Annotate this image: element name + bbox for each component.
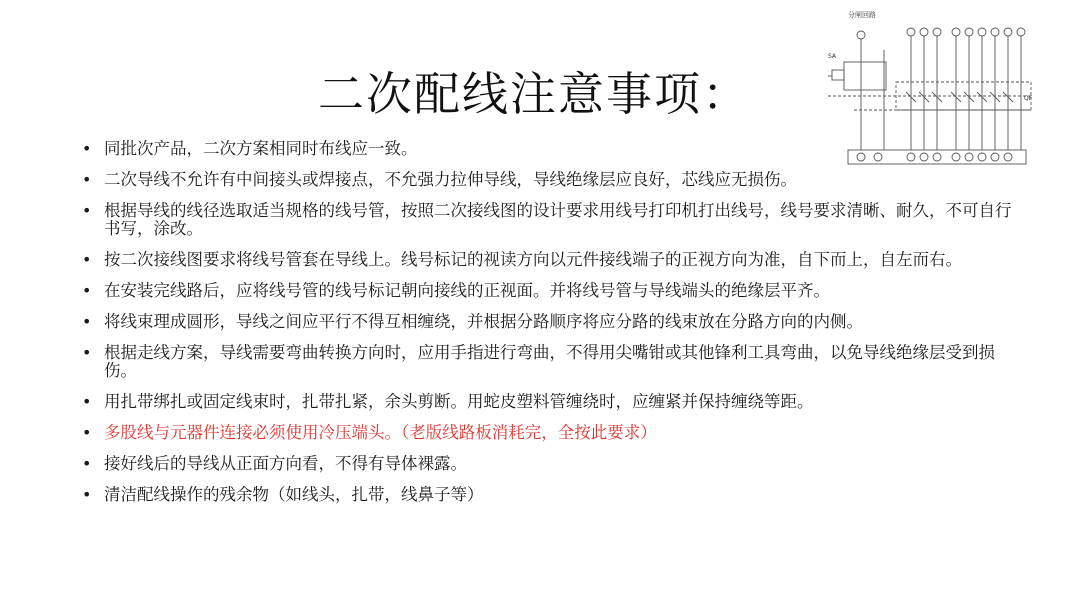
bullet-dot: • <box>82 201 92 220</box>
list-item <box>82 171 1027 189</box>
bullet-dot: • <box>82 454 92 473</box>
list-item <box>82 313 1027 331</box>
bullet-text: 二次导线不允许有中间接头或焊接点，不允强力拉伸导线，导线绝缘层应良好，芯线应无损伤。 <box>104 170 797 189</box>
bullet-text: 同批次产品，二次方案相同时布线应一致。 <box>104 139 418 158</box>
bullet-dot: • <box>82 423 92 442</box>
list-item <box>82 393 1027 411</box>
bullet-dot: • <box>82 392 92 411</box>
diagram-caption: 分闸回路 <box>848 11 876 19</box>
bullet-dot: • <box>82 485 92 504</box>
bullet-dot: • <box>82 170 92 189</box>
bullet-text: 将线束理成圆形，导线之间应平行不得互相缠绕，并根据分路顺序将应分路的线束放在分路方向的内侧。 <box>104 312 863 331</box>
diagram-label-sa: SA <box>828 53 837 60</box>
bullet-list <box>82 140 1027 517</box>
bullet-dot: • <box>82 312 92 331</box>
bullet-dot: • <box>82 139 92 158</box>
bullet-text: 根据导线的线径选取适当规格的线号管，按照二次接线图的设计要求用线号打印机打出线号，线号要求清晰、耐久，不可自行书写，涂改。 <box>104 201 1012 238</box>
list-item <box>82 282 1027 300</box>
bullet-dot: • <box>82 281 92 300</box>
bullet-text: 接好线后的导线从正面方向看，不得有导体裸露。 <box>104 454 467 473</box>
bullet-text: 清洁配线操作的残余物（如线头，扎带，线鼻子等） <box>104 485 484 504</box>
bullet-text: 根据走线方案，导线需要弯曲转换方向时，应用手指进行弯曲，不得用尖嘴钳或其他锋利工具弯曲，以免导线绝缘层受到损伤。 <box>104 343 995 380</box>
bullet-text: 按二次接线图要求将线号管套在导线上。线号标记的视读方向以元件接线端子的正视方向为准，自下而上，自左而右。 <box>104 250 962 269</box>
bullet-dot: • <box>82 250 92 269</box>
list-item <box>82 455 1027 473</box>
slide-title: 二次配线注意事项： <box>318 67 750 121</box>
list-item <box>82 344 1027 380</box>
list-item <box>82 202 1027 238</box>
list-item <box>82 486 1027 504</box>
diagram-label-qf: QF <box>1024 95 1033 102</box>
list-item-highlighted <box>82 424 1027 442</box>
bullet-text: 在安装完线路后，应将线号管的线号标记朝向接线的正视面。并将线号管与导线端头的绝缘层平齐。 <box>104 281 830 300</box>
bullet-dot: • <box>82 343 92 362</box>
bullet-text: 多股线与元器件连接必须使用冷压端头。（老版线路板消耗完，全按此要求） <box>104 423 657 442</box>
list-item <box>82 140 1027 158</box>
bullet-text: 用扎带绑扎或固定线束时，扎带扎紧，余头剪断。用蛇皮塑料管缠绕时，应缠紧并保持缠绕等距。 <box>104 392 814 411</box>
list-item <box>82 251 1027 269</box>
